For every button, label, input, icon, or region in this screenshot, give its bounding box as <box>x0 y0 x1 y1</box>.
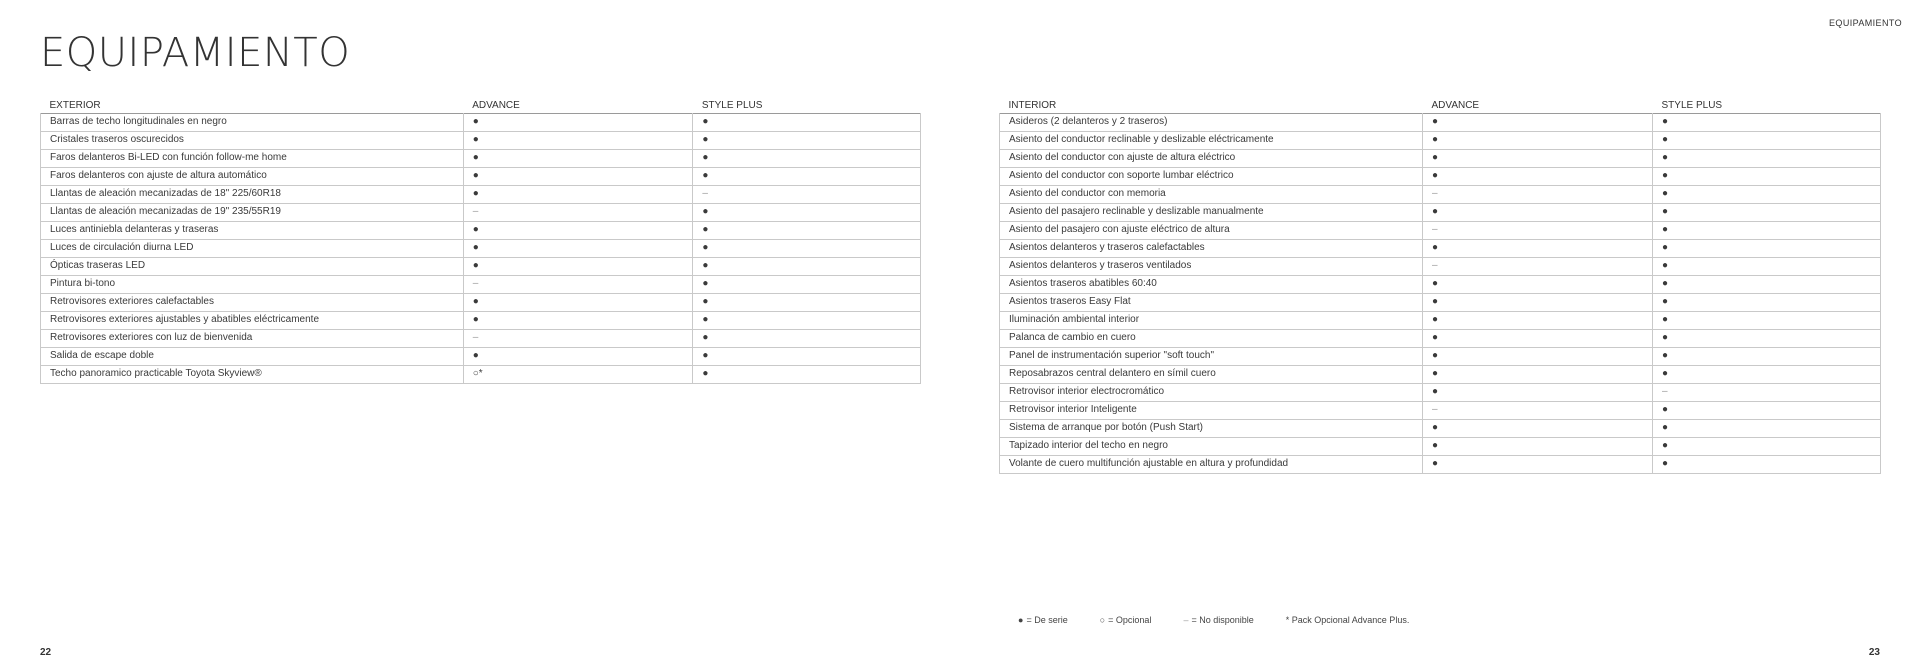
feature-cell: Barras de techo longitudinales en negro <box>41 113 464 131</box>
style-plus-cell <box>1653 365 1881 383</box>
filled-circle-icon: ● <box>1662 314 1669 325</box>
feature-cell: Llantas de aleación mecanizadas de 19" 235/55R19 <box>41 203 464 221</box>
filled-circle-icon: ● <box>1662 278 1669 289</box>
style-plus-cell <box>1653 419 1881 437</box>
table-row <box>41 185 921 203</box>
legend-item-standard <box>1018 615 1068 625</box>
filled-circle-icon: ● <box>1662 134 1669 145</box>
advance-cell <box>1423 437 1653 455</box>
advance-cell <box>463 131 693 149</box>
advance-cell <box>463 275 693 293</box>
style-plus-cell <box>1653 437 1881 455</box>
advance-cell <box>463 347 693 365</box>
feature-cell: Asiento del pasajero con ajuste eléctrico de altura <box>1000 221 1423 239</box>
advance-cell <box>463 221 693 239</box>
advance-cell <box>1423 149 1653 167</box>
table-row <box>41 365 921 383</box>
feature-cell: Iluminación ambiental interior <box>1000 311 1423 329</box>
filled-circle-icon: ● <box>472 152 479 163</box>
filled-circle-icon: ● <box>702 116 709 127</box>
filled-circle-icon: ● <box>1662 152 1669 163</box>
feature-cell: Cristales traseros oscurecidos <box>41 131 464 149</box>
style-plus-cell <box>693 311 921 329</box>
feature-cell: Luces antiniebla delanteras y traseras <box>41 221 464 239</box>
dash-icon: – <box>1662 386 1668 397</box>
filled-circle-icon: ● <box>1432 314 1439 325</box>
style-plus-cell <box>1653 203 1881 221</box>
style-plus-cell <box>693 203 921 221</box>
feature-cell: Pintura bi-tono <box>41 275 464 293</box>
filled-circle-icon: ● <box>1662 440 1669 451</box>
running-head: EQUIPAMIENTO <box>1829 18 1902 28</box>
table-row <box>41 203 921 221</box>
filled-circle-icon: ● <box>1432 242 1439 253</box>
filled-circle-icon: ● <box>702 278 709 289</box>
filled-circle-icon: ● <box>472 314 479 325</box>
table-row <box>1000 275 1881 293</box>
style-plus-cell <box>1653 293 1881 311</box>
table-row <box>41 311 921 329</box>
table-row <box>1000 311 1881 329</box>
dash-icon: – <box>1432 404 1438 415</box>
table-row <box>1000 437 1881 455</box>
style-plus-cell <box>693 293 921 311</box>
style-plus-cell <box>1653 383 1881 401</box>
feature-cell: Faros delanteros Bi-LED con función follow-me home <box>41 149 464 167</box>
page-number-right: 23 <box>1868 647 1880 658</box>
filled-circle-icon: ● <box>1432 134 1439 145</box>
feature-cell: Asientos delanteros y traseros calefactables <box>1000 239 1423 257</box>
feature-cell: Ópticas traseras LED <box>41 257 464 275</box>
feature-cell: Llantas de aleación mecanizadas de 18" 225/60R18 <box>41 185 464 203</box>
table-row <box>41 221 921 239</box>
dash-icon: – <box>1183 615 1189 625</box>
style-plus-cell <box>693 365 921 383</box>
dash-icon: – <box>1432 224 1438 235</box>
table-row <box>41 113 921 131</box>
filled-circle-icon: ● <box>702 260 709 271</box>
filled-circle-icon: ● <box>472 170 479 181</box>
filled-circle-icon: ● <box>472 296 479 307</box>
legend-label: = Opcional <box>1108 615 1152 625</box>
table-row <box>1000 257 1881 275</box>
filled-circle-icon: ● <box>1662 206 1669 217</box>
advance-cell <box>1423 275 1653 293</box>
feature-cell: Palanca de cambio en cuero <box>1000 329 1423 347</box>
filled-circle-icon: ● <box>1432 206 1439 217</box>
style-plus-cell <box>1653 221 1881 239</box>
feature-cell: Retrovisor interior electrocromático <box>1000 383 1423 401</box>
filled-circle-icon: ● <box>1662 296 1669 307</box>
advance-cell <box>1423 185 1653 203</box>
feature-cell: Retrovisor interior Inteligente <box>1000 401 1423 419</box>
feature-cell: Asientos traseros Easy Flat <box>1000 293 1423 311</box>
advance-cell <box>463 113 693 131</box>
filled-circle-icon: ● <box>1432 332 1439 343</box>
interior-table <box>999 95 1881 474</box>
filled-circle-icon: ● <box>702 206 709 217</box>
table-row <box>41 257 921 275</box>
advance-cell <box>1423 131 1653 149</box>
filled-circle-icon: ● <box>702 134 709 145</box>
advance-cell <box>463 257 693 275</box>
table-row <box>1000 131 1881 149</box>
feature-cell: Asiento del conductor con soporte lumbar eléctrico <box>1000 167 1423 185</box>
feature-cell: Salida de escape doble <box>41 347 464 365</box>
advance-cell <box>1423 203 1653 221</box>
table-row <box>41 347 921 365</box>
table-row <box>1000 239 1881 257</box>
filled-circle-icon: ● <box>702 314 709 325</box>
filled-circle-icon: ● <box>1018 615 1024 625</box>
filled-circle-icon: ● <box>1432 440 1439 451</box>
filled-circle-icon: ● <box>702 368 709 379</box>
feature-cell: Faros delanteros con ajuste de altura automático <box>41 167 464 185</box>
filled-circle-icon: ● <box>1662 170 1669 181</box>
filled-circle-icon: ● <box>1432 170 1439 181</box>
style-plus-cell <box>693 257 921 275</box>
advance-cell <box>1423 365 1653 383</box>
dash-icon: – <box>472 278 479 289</box>
filled-circle-icon: ● <box>1662 260 1669 271</box>
style-plus-cell <box>693 185 921 203</box>
advance-cell <box>1423 113 1653 131</box>
feature-cell: Asiento del pasajero reclinable y deslizable manualmente <box>1000 203 1423 221</box>
filled-circle-icon: ● <box>472 224 479 235</box>
legend <box>1018 615 1409 625</box>
advance-cell <box>1423 239 1653 257</box>
filled-circle-icon: ● <box>702 242 709 253</box>
exterior-header-row <box>41 95 921 113</box>
page-title: EQUIPAMIENTO <box>40 30 351 76</box>
feature-cell: Asiento del conductor con ajuste de altura eléctrico <box>1000 149 1423 167</box>
filled-circle-icon: ● <box>1662 458 1669 469</box>
feature-cell: Tapizado interior del techo en negro <box>1000 437 1423 455</box>
style-plus-cell <box>693 113 921 131</box>
advance-cell <box>1423 221 1653 239</box>
filled-circle-icon: ● <box>1662 224 1669 235</box>
feature-cell: Asiento del conductor reclinable y deslizable eléctricamente <box>1000 131 1423 149</box>
filled-circle-icon: ● <box>472 188 479 199</box>
advance-cell <box>1423 455 1653 473</box>
filled-circle-icon: ● <box>1432 386 1439 397</box>
advance-cell <box>1423 383 1653 401</box>
feature-cell: Volante de cuero multifunción ajustable en altura y profundidad <box>1000 455 1423 473</box>
filled-circle-icon: ● <box>702 350 709 361</box>
filled-circle-icon: ● <box>472 242 479 253</box>
dash-icon: – <box>472 206 479 217</box>
style-plus-cell <box>693 131 921 149</box>
table-row <box>41 293 921 311</box>
feature-cell: Asiento del conductor con memoria <box>1000 185 1423 203</box>
interior-style-plus-header: STYLE PLUS <box>1661 99 1723 111</box>
advance-cell <box>463 185 693 203</box>
advance-cell <box>1423 293 1653 311</box>
advance-cell <box>463 365 693 383</box>
advance-cell <box>463 329 693 347</box>
filled-circle-icon: ● <box>702 332 709 343</box>
style-plus-cell <box>1653 311 1881 329</box>
table-row <box>1000 419 1881 437</box>
advance-cell <box>463 293 693 311</box>
table-row <box>1000 365 1881 383</box>
interior-feature-header: INTERIOR <box>1008 99 1057 111</box>
legend-item-unavailable <box>1183 615 1253 625</box>
filled-circle-icon: ● <box>1662 332 1669 343</box>
dash-icon: – <box>472 332 479 343</box>
filled-circle-icon: ● <box>472 350 479 361</box>
feature-cell: Retrovisores exteriores ajustables y abatibles eléctricamente <box>41 311 464 329</box>
table-row <box>1000 203 1881 221</box>
table-row <box>41 167 921 185</box>
feature-cell: Luces de circulación diurna LED <box>41 239 464 257</box>
filled-circle-icon: ● <box>1662 350 1669 361</box>
legend-footnote: * Pack Opcional Advance Plus. <box>1285 615 1410 625</box>
style-plus-cell <box>693 221 921 239</box>
empty-circle-icon: ○* <box>472 368 483 379</box>
style-plus-cell <box>1653 185 1881 203</box>
feature-cell: Asientos delanteros y traseros ventilados <box>1000 257 1423 275</box>
table-row <box>1000 167 1881 185</box>
table-row <box>41 149 921 167</box>
style-plus-cell <box>693 347 921 365</box>
feature-cell: Asideros (2 delanteros y 2 traseros) <box>1000 113 1423 131</box>
style-plus-cell <box>1653 257 1881 275</box>
filled-circle-icon: ● <box>1432 152 1439 163</box>
advance-cell <box>1423 257 1653 275</box>
advance-cell <box>463 239 693 257</box>
advance-cell <box>463 149 693 167</box>
style-plus-cell <box>693 275 921 293</box>
table-row <box>1000 401 1881 419</box>
filled-circle-icon: ● <box>1432 116 1439 127</box>
style-plus-cell <box>1653 167 1881 185</box>
filled-circle-icon: ● <box>1662 188 1669 199</box>
advance-cell <box>1423 419 1653 437</box>
filled-circle-icon: ● <box>702 152 709 163</box>
filled-circle-icon: ● <box>472 134 479 145</box>
table-row <box>41 131 921 149</box>
style-plus-cell <box>693 329 921 347</box>
filled-circle-icon: ● <box>1432 278 1439 289</box>
table-row <box>41 275 921 293</box>
table-row <box>1000 329 1881 347</box>
feature-cell: Sistema de arranque por botón (Push Start) <box>1000 419 1423 437</box>
style-plus-cell <box>1653 401 1881 419</box>
dash-icon: – <box>702 188 708 199</box>
filled-circle-icon: ● <box>1662 368 1669 379</box>
table-row <box>1000 221 1881 239</box>
filled-circle-icon: ● <box>1662 242 1669 253</box>
style-plus-cell <box>1653 239 1881 257</box>
dash-icon: – <box>1432 188 1438 199</box>
table-row <box>1000 113 1881 131</box>
interior-header-row <box>1000 95 1881 113</box>
table-row <box>1000 293 1881 311</box>
filled-circle-icon: ● <box>702 296 709 307</box>
filled-circle-icon: ● <box>1432 368 1439 379</box>
style-plus-cell <box>1653 131 1881 149</box>
exterior-advance-header: ADVANCE <box>472 99 520 111</box>
style-plus-cell <box>1653 113 1881 131</box>
feature-cell: Techo panoramico practicable Toyota Skyview® <box>41 365 464 383</box>
table-row <box>1000 383 1881 401</box>
advance-cell <box>463 167 693 185</box>
feature-cell: Retrovisores exteriores calefactables <box>41 293 464 311</box>
advance-cell <box>463 311 693 329</box>
table-row <box>1000 347 1881 365</box>
interior-advance-header: ADVANCE <box>1431 99 1480 111</box>
legend-label: = No disponible <box>1191 615 1254 625</box>
style-plus-cell <box>1653 329 1881 347</box>
table-row <box>1000 185 1881 203</box>
filled-circle-icon: ● <box>1662 422 1669 433</box>
legend-item-pack-note <box>1286 615 1410 625</box>
advance-cell <box>1423 167 1653 185</box>
filled-circle-icon: ● <box>1432 422 1439 433</box>
advance-cell <box>463 203 693 221</box>
filled-circle-icon: ● <box>1662 404 1669 415</box>
style-plus-cell <box>693 239 921 257</box>
page-number-left: 22 <box>40 647 52 658</box>
interior-table-body <box>1000 113 1881 473</box>
filled-circle-icon: ● <box>472 260 479 271</box>
table-row <box>1000 149 1881 167</box>
filled-circle-icon: ● <box>1432 458 1439 469</box>
filled-circle-icon: ● <box>1432 296 1439 307</box>
filled-circle-icon: ● <box>1662 116 1669 127</box>
style-plus-cell <box>693 167 921 185</box>
filled-circle-icon: ● <box>702 170 709 181</box>
empty-circle-icon: ○ <box>1099 615 1106 625</box>
advance-cell <box>1423 401 1653 419</box>
style-plus-cell <box>1653 347 1881 365</box>
table-row <box>41 329 921 347</box>
style-plus-cell <box>1653 455 1881 473</box>
legend-item-optional <box>1100 615 1152 625</box>
feature-cell: Panel de instrumentación superior "soft touch" <box>1000 347 1423 365</box>
style-plus-cell <box>693 149 921 167</box>
feature-cell: Retrovisores exteriores con luz de bienvenida <box>41 329 464 347</box>
exterior-table <box>40 95 921 384</box>
style-plus-cell <box>1653 275 1881 293</box>
feature-cell: Reposabrazos central delantero en símil cuero <box>1000 365 1423 383</box>
filled-circle-icon: ● <box>702 224 709 235</box>
exterior-feature-header: EXTERIOR <box>49 99 101 111</box>
advance-cell <box>1423 329 1653 347</box>
advance-cell <box>1423 311 1653 329</box>
style-plus-cell <box>1653 149 1881 167</box>
filled-circle-icon: ● <box>472 116 479 127</box>
legend-label: = De serie <box>1026 615 1068 625</box>
exterior-table-body <box>41 113 921 383</box>
exterior-style-plus-header: STYLE PLUS <box>701 99 763 111</box>
table-row <box>1000 455 1881 473</box>
dash-icon: – <box>1432 260 1438 271</box>
filled-circle-icon: ● <box>1432 350 1439 361</box>
feature-cell: Asientos traseros abatibles 60:40 <box>1000 275 1423 293</box>
table-row <box>41 239 921 257</box>
advance-cell <box>1423 347 1653 365</box>
